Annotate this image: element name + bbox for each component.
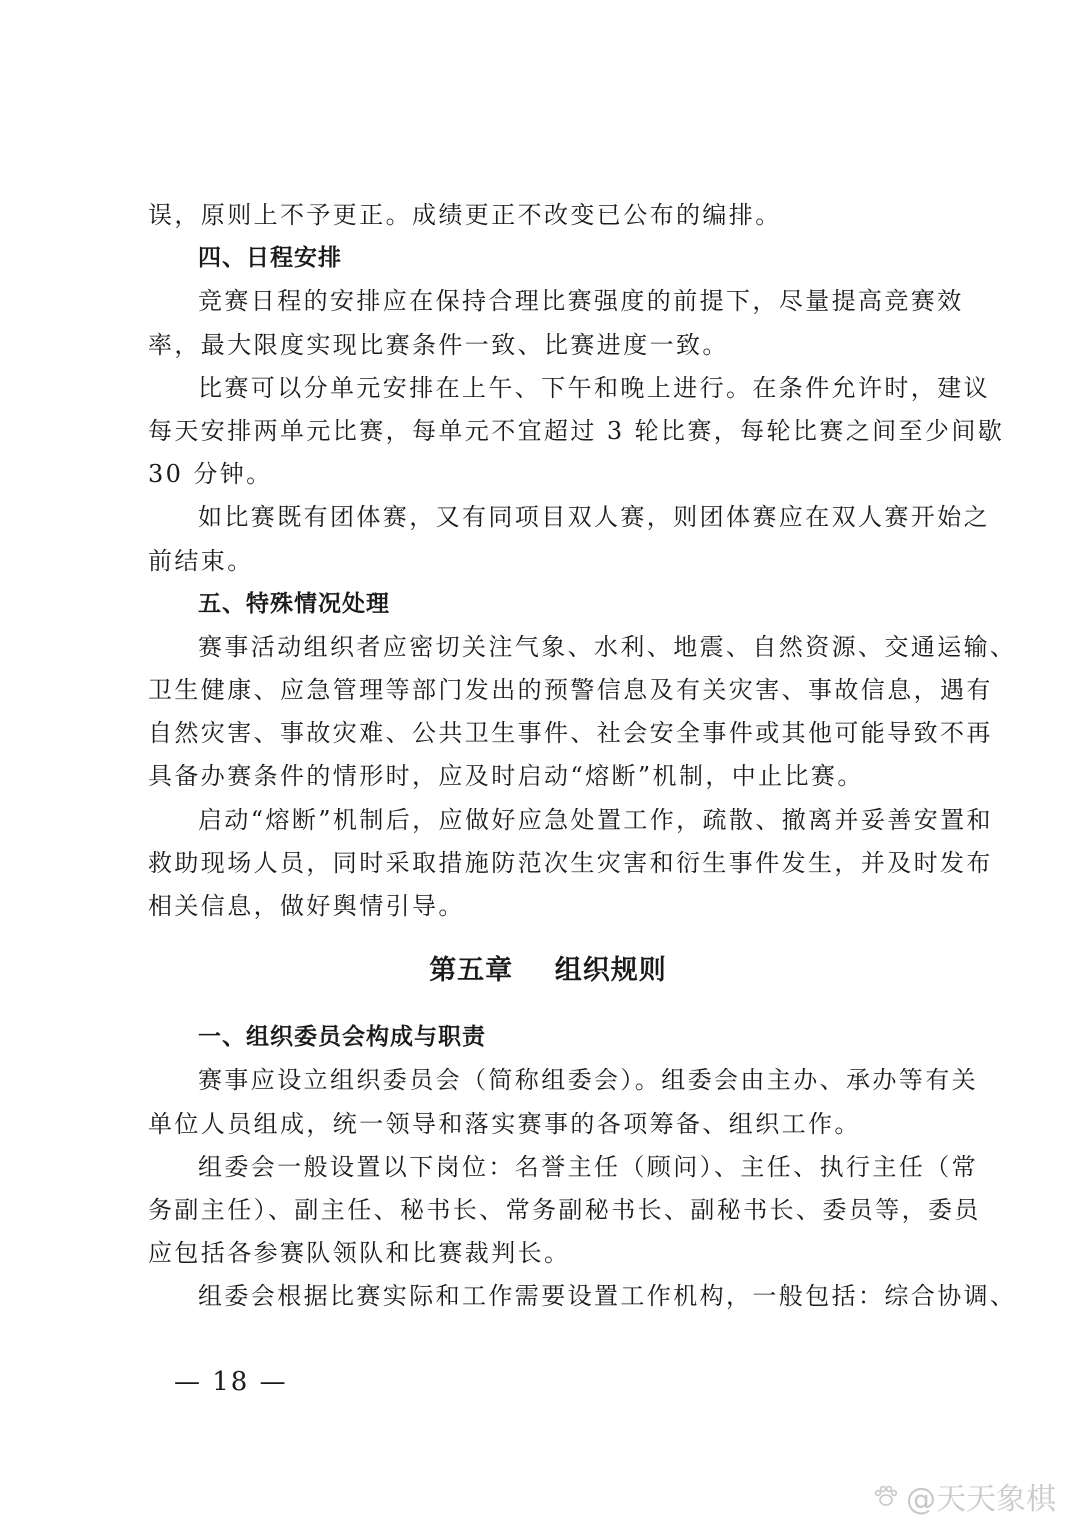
paragraph-line: 前结束。 (148, 546, 254, 575)
paragraph-line: 每天安排两单元比赛，每单元不宜超过 3 轮比赛，每轮比赛之间至少间歇 (148, 416, 1005, 445)
paragraph-first-line: 比赛可以分单元安排在上午、下午和晚上进行。在条件允许时，建议 (198, 373, 990, 402)
section-heading: 四、日程安排 (198, 245, 342, 272)
paragraph-line: 具备办赛条件的情形时，应及时启动“熔断”机制，中止比赛。 (148, 762, 864, 791)
paragraph-line: 救助现场人员，同时采取措施防范次生灾害和衍生事件发生，并及时发布 (148, 848, 993, 877)
chapter-title: 第五章 组织规则 (429, 955, 667, 987)
paragraph-first-line: 竞赛日程的安排应在保持合理比赛强度的前提下，尽量提高竞赛效 (198, 287, 964, 316)
section-heading: 一、组织委员会构成与职责 (198, 1024, 486, 1051)
paragraph-line: 单位人员组成，统一领导和落实赛事的各项筹备、组织工作。 (148, 1109, 861, 1138)
paragraph-line: 卫生健康、应急管理等部门发出的预警信息及有关灾害、事故信息，遇有 (148, 676, 993, 705)
document-body (148, 194, 1017, 1319)
paragraph-first-line: 启动“熔断”机制后，应做好应急处置工作，疏散、撤离并妥善安置和 (198, 805, 993, 834)
paragraph-first-line: 如比赛既有团体赛，又有同项目双人赛，则团体赛应在双人赛开始之 (198, 503, 990, 532)
watermark-text: @天天象棋 (906, 1482, 1056, 1517)
paw-icon (872, 1484, 900, 1508)
paragraph-line: 误，原则上不予更正。成绩更正不改变已公布的编排。 (148, 201, 782, 229)
text-block-before-chapter (148, 194, 1017, 928)
section-heading: 五、特殊情况处理 (198, 590, 390, 617)
paragraph-line: 30 分钟。 (148, 460, 273, 489)
paragraph-first-line: 组委会一般设置以下岗位：名誉主任（顾问）、主任、执行主任（常 (198, 1152, 978, 1181)
paragraph-first-line: 赛事活动组织者应密切关注气象、水利、地震、自然资源、交通运输、 (198, 632, 1017, 661)
paragraph-line: 相关信息，做好舆情引导。 (148, 892, 465, 920)
paragraph-first-line: 组委会根据比赛实际和工作需要设置工作机构，一般包括：综合协调、 (198, 1282, 1017, 1311)
paragraph-first-line: 赛事应设立组织委员会（简称组委会）。组委会由主办、承办等有关 (198, 1066, 978, 1095)
watermark (872, 1478, 1056, 1517)
text-block-after-chapter (148, 1016, 1017, 1318)
paragraph-line: 率，最大限度实现比赛条件一致、比赛进度一致。 (148, 330, 729, 359)
paragraph-line: 务副主任）、副主任、秘书长、常务副秘书长、副秘书长、委员等，委员 (148, 1195, 981, 1224)
page-number: — 18 — (174, 1367, 288, 1397)
paragraph-line: 应包括各参赛队领队和比赛裁判长。 (148, 1239, 571, 1268)
paragraph-line: 自然灾害、事故灾难、公共卫生事件、社会安全事件或其他可能导致不再 (148, 719, 993, 748)
